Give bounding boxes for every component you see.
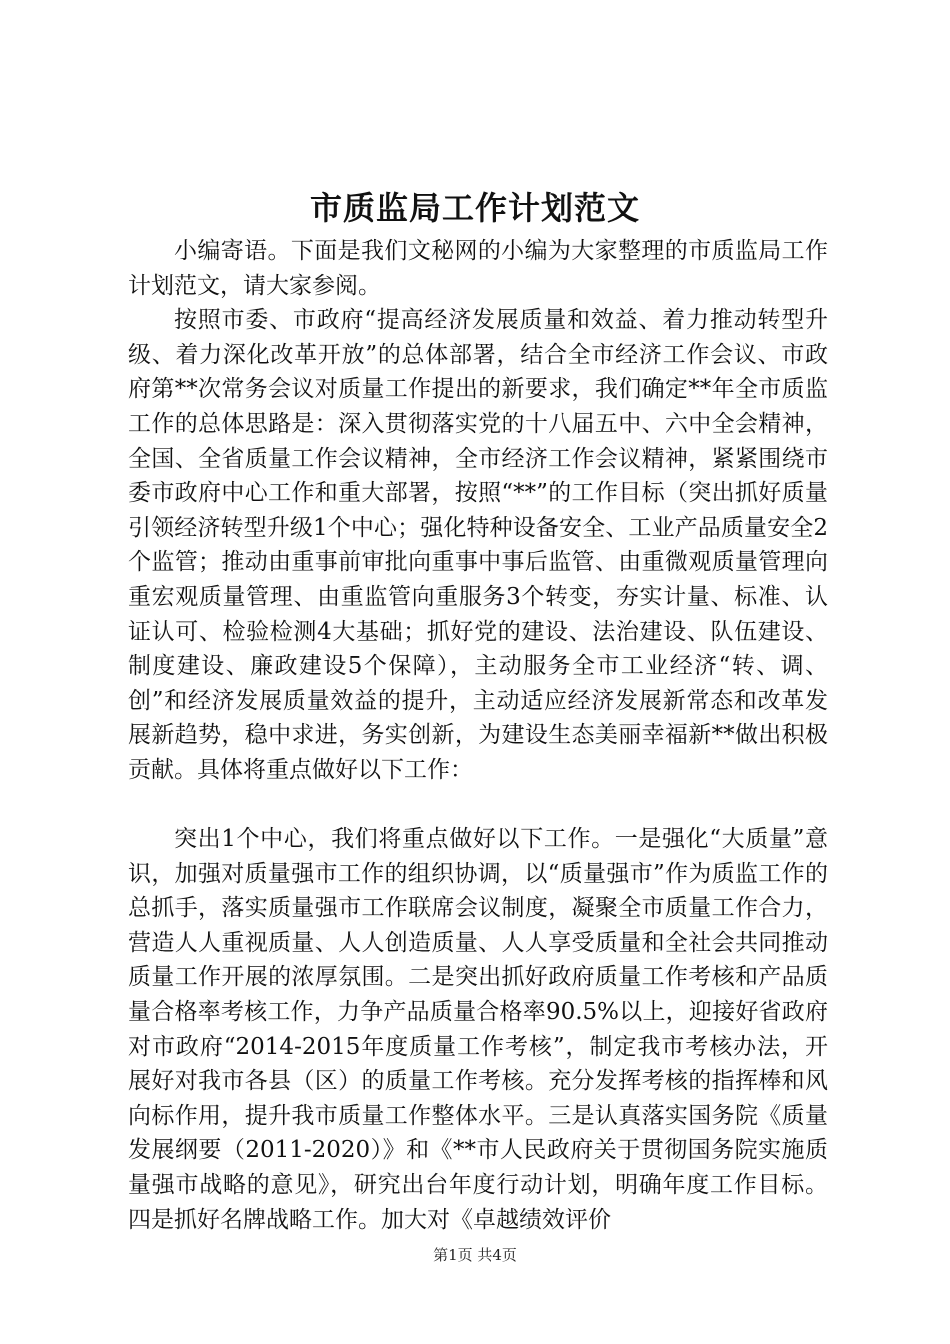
paragraph-center: 突出1个中心，我们将重点做好以下工作。一是强化“大质量”意识，加强对质量强市工作的组织协调，以“质量强市”作为质监工作的总抓手，落实质量强市工作联席会议制度，凝聚全市质量工作合力，营造人人重视质量、人人创造质量、人人享受质量和全社会共同推动质量工作开展的浓厚氛围。二是突出抓好政府质量工作考核和产品质量合格率考核工作，力争产品质量合格率90.5%以上，迎接好省政府对市政府“2014-2015年度质量工作考核”，制定我市考核办法，开展好对我市各县（区）的质量工作考核。充分发挥考核的指挥棒和风向标作用，提升我市质量工作整体水平。三是认真落实国务院《质量发展纲要（2011-2020）》和《**市人民政府关于贯彻国务院实施质量强市战略的意见》，研究出台年度行动计划，明确年度工作目标。四是抓好名牌战略工作。加大对《卓越绩效评价: [128, 826, 828, 1233]
document-title: 市质监局工作计划范文: [309, 189, 640, 227]
paragraph-overview: 按照市委、市政府“提高经济发展质量和效益、着力推动转型升级、着力深化改革开放”的总体部署，结合全市经济工作会议、市政府第**次常务会议对质量工作提出的新要求，我们确定**年全市质监工作的总体思路是：深入贯彻落实党的十八届五中、六中全会精神，全国、全省质量工作会议精神，全市经济工作会议精神，紧紧围绕市委市政府中心工作和重大部署，按照“**”的工作目标（突出抓好质量引领经济转型升级1个中心；强化特种设备安全、工业产品质量安全2个监管；推动由重事前审批向重事中事后监管、由重微观质量管理向重宏观质量管理、由重监管向重服务3个转变，夯实计量、标准、认证认可、检验检测4大基础；抓好党的建设、法治建设、队伍建设、制度建设、廉政建设5个保障），主动服务全市工业经济“转、调、创”和经济发展质量效益的提升，主动适应经济发展新常态和改革发展新趋势，稳中求进，务实创新，为建设生态美丽幸福新**做出积极贡献。具体将重点做好以下工作：: [128, 307, 828, 783]
page-footer: 第1页 共4页: [433, 1246, 517, 1264]
paragraph-intro: 小编寄语。下面是我们文秘网的小编为大家整理的市质监局工作计划范文，请大家参阅。: [128, 238, 828, 299]
document-body: [128, 234, 828, 1237]
